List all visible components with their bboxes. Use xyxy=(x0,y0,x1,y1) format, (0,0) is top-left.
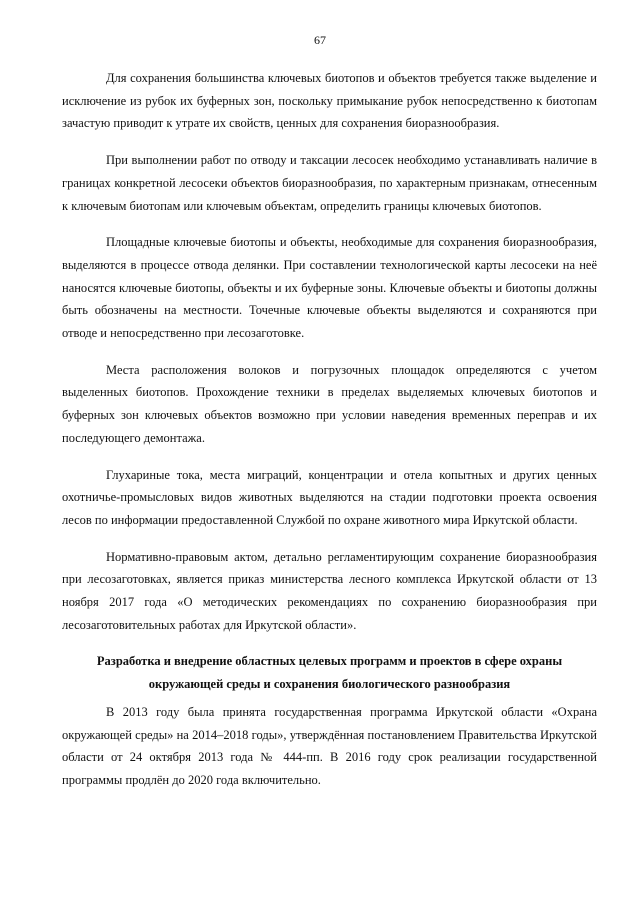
paragraph-capercaillie-leks: Глухариные тока, места миграций, концентрации и отела копытных и других ценных охотничье-промысловых видов животных выделяются на стадии подготовки проекта освоения лесов по информации предоставленной Службой по охране животного мира Иркутской области. xyxy=(62,467,597,527)
section-heading: Разработка и внедрение областных целевых программ и проектов в сфере охраны окружающей среды и сохранения биологического разнообразия xyxy=(96,654,563,692)
paragraph-skid-trails: Места расположения волоков и погрузочных площадок определяются с учетом выделенных биотопов. Прохождение техники в пределах выделяемых ключевых биотопов и буферных зон ключевых объектов возможно при условии наведения временных переправ и их последующего демонтажа. xyxy=(62,362,597,445)
paragraph-allotment-taxation: При выполнении работ по отводу и таксации лесосек необходимо устанавливать наличие в границах конкретной лесосеки объектов биоразнообразия, по характерным признакам, отнесенным к ключевым биотопам или ключевым объектам, определить границы ключевых биотопов. xyxy=(62,153,597,213)
paragraph-regulatory-act: Нормативно-правовым актом, детально регламентирующим сохранение биоразнообразия при лесозаготовках, является приказ министерства лесного комплекса Иркутской области от 13 ноября 2017 года «О методических рекомендациях по сохранению биоразнообразия при лесозаготовительных работах для Иркутской области». xyxy=(62,549,597,632)
paragraph-buffer-zones: Для сохранения большинства ключевых биотопов и объектов требуется также выделение и исключение из рубок их буферных зон, поскольку примыкание рубок непосредственно к биотопам зачастую приводит к утрате их свойств, ценных для сохранения биоразнообразия. xyxy=(62,71,597,131)
paragraph-state-program: В 2013 году была принята государственная программа Иркутской области «Охрана окружающей среды» на 2014–2018 годы», утверждённая постановлением Правительства Иркутской области от 24 октября 2013 года № 444-пп. В 2016 году срок реализации государственной программы продлён до 2020 года включительно. xyxy=(62,704,597,787)
document-body xyxy=(62,67,597,806)
page-number: 67 xyxy=(314,33,326,47)
paragraph-area-biotopes: Площадные ключевые биотопы и объекты, необходимые для сохранения биоразнообразия, выделяются в процессе отвода делянки. При составлении технологической карты лесосеки на неё наносятся ключевые биотопы, объекты и их буферные зоны. Ключевые объекты и биотопы должны быть обозначены на местности. Точечные ключевые объекты выделяются и сохраняются при отводе и непосредственно при лесозаготовке. xyxy=(62,235,597,341)
